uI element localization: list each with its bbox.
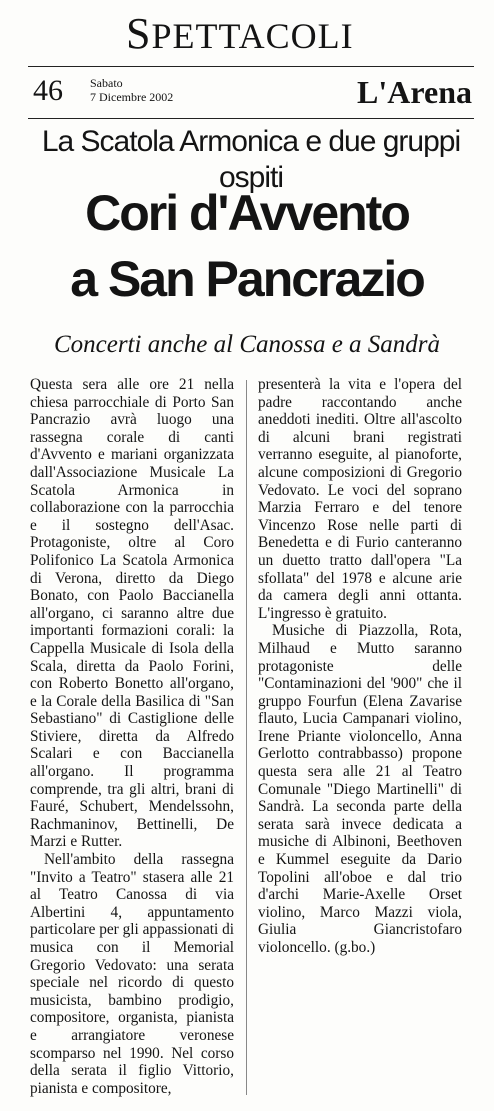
issue-date: 7 Dicembre 2002 [90, 90, 174, 104]
paragraph-2-continued: presenterà la vita e l'opera del padre raccontando anche aneddoti inediti. Oltre all'ascolto di alcuni brani registrati verranno eseguite, al pianoforte, alcune composizioni di Gregorio Vedovato. Le voci del soprano Marzia Ferraro e del tenore Vincenzo Rose nelle parti di Benedetta e di Furio canteranno un duetto tratto dall'opera "La sfollata" del 1978 e alcune arie da camera degli anni ottanta. L'ingresso è gratuito. [258, 376, 462, 622]
article-headline [10, 180, 484, 312]
article-column-left [30, 376, 234, 1097]
paragraph-3: Musiche di Piazzolla, Rota, Milhaud e Mutto saranno protagoniste delle "Contaminazioni del '900" che il gruppo Fourfun (Elena Zavarise flauto, Lucia Campanari violino, Irene Priante violoncello, Anna Gerlotto contrabbasso) propone questa sera alle 21 al Teatro Comunale "Diego Martinelli" di Sandrà. La seconda parte della serata sarà invece dedicata a musiche di Albinoni, Beethoven e Kummel eseguite da Dario Topolini all'oboe e dal trio d'archi Marie-Axelle Orset violino, Marco Mazzi viola, Giulia Giancristofaro violoncello. (g.bo.) [258, 622, 462, 956]
headline-line-1: Cori d'Avvento [85, 185, 409, 241]
paragraph-1: Questa sera alle ore 21 nella chiesa parrocchiale di Porto San Pancrazio avrà luogo una rassegna corale di canti d'Avvento e mariani organizzata dall'Associazione Musicale La Scatola Armonica in collaborazione con la parrocchia e il sostegno dell'Asac. Protagoniste, oltre al Coro Polifonico La Scatola Armonica di Verona, diretto da Diego Bonato, con Paolo Baccianella all'organo, ci saranno altre due importanti formazioni corali: la Cappella Musicale di Isola della Scala, diretta da Paolo Forini, con Roberto Bonetto all'organo, e la Corale della Basilica di "San Sebastiano" di Castiglione delle Stiviere, diretta da Alfredo Scalari e con Baccianella all'organo. Il programma comprende, tra gli altri, brani di Fauré, Schubert, Mendelssohn, Rachmaninov, Bettinelli, De Marzi e Rutter. [30, 376, 234, 851]
date-block [90, 76, 173, 104]
article-subheadline: Concerti anche al Canossa e a Sandrà [53, 331, 441, 358]
headline-line-2: a San Pancrazio [70, 251, 424, 307]
page-number: 46 [33, 74, 63, 107]
article-column-right [258, 376, 462, 957]
newspaper-name: L'Arena [357, 74, 472, 110]
issue-day: Sabato [90, 76, 123, 90]
column-divider [246, 380, 247, 1095]
article-kicker: La Scatola Armonica e due gruppi ospiti [41, 125, 461, 194]
header-rule-top [28, 66, 474, 67]
section-title [126, 9, 354, 58]
header-rule-bottom [28, 118, 474, 119]
section-title-rest: PETTACOLI [151, 16, 354, 56]
section-title-initial: S [126, 9, 152, 58]
paragraph-2: Nell'ambito della rassegna "Invito a Teatro" stasera alle 21 al Teatro Canossa di via Albertini 4, appuntamento particolare per gli appassionati di musica con il Memorial Gregorio Vedovato: una serata speciale nel ricordo di questo musicista, bambino prodigio, compositore, organista, pianista e arrangiatore veronese scomparso nel 1990. Nel corso della serata il figlio Vittorio, pianista e compositore, [30, 851, 234, 1097]
